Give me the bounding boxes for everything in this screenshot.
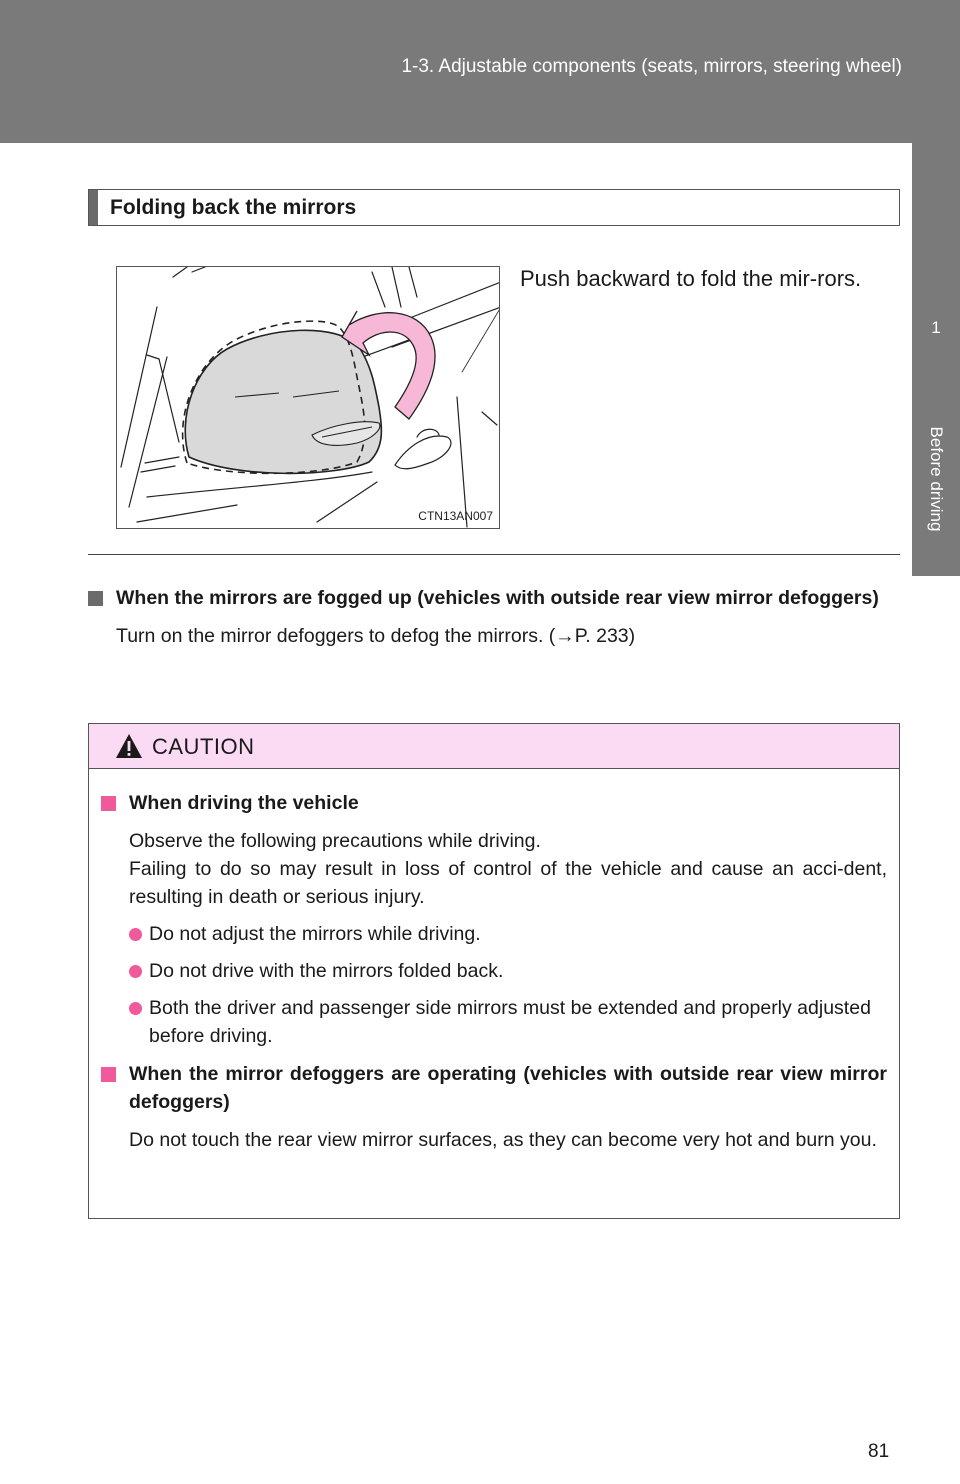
note-heading-text: When the mirrors are fogged up (vehicles with outside rear view mirror defoggers)	[116, 587, 879, 609]
caution-bullet-text: Do not adjust the mirrors while driving.	[149, 923, 481, 945]
caution-heading-defoggers	[101, 1060, 887, 1116]
caution-bullet	[101, 920, 887, 948]
square-bullet-icon	[101, 1067, 116, 1082]
section-marker	[89, 190, 98, 225]
chapter-number: 1	[931, 318, 941, 337]
circle-bullet-icon	[129, 928, 142, 941]
page-header	[0, 0, 960, 143]
mirror-drawing	[117, 267, 500, 529]
caution-text: Do not touch the rear view mirror surfaces, as they can become very hot and burn you.	[129, 1129, 877, 1151]
caution-text: Observe the following precautions while driving.	[129, 830, 541, 852]
section-title: Folding back the mirrors	[110, 196, 357, 219]
section-heading-bar	[88, 189, 900, 226]
caution-bullet	[101, 994, 887, 1050]
note-body: Turn on the mirror defoggers to defog the mirrors. (→P. 233)	[116, 625, 636, 647]
page-number: 81	[868, 1441, 890, 1462]
divider	[88, 554, 900, 555]
square-bullet-icon	[88, 591, 103, 606]
caution-heading-text: When driving the vehicle	[129, 792, 359, 814]
note-defoggers	[88, 584, 900, 650]
side-tab-chapter-number	[912, 143, 960, 382]
caution-bullet	[101, 957, 887, 985]
square-bullet-icon	[101, 796, 116, 811]
caution-heading-text: When the mirror defoggers are operating (vehicles with outside rear view mirror defoggers)	[129, 1063, 887, 1113]
caution-label: CAUTION	[152, 734, 255, 759]
instruction-text: Push backward to fold the mir-rors.	[520, 266, 862, 291]
caution-bullet-text: Do not drive with the mirrors folded back.	[149, 960, 504, 982]
chapter-header-title: 1-3. Adjustable components (seats, mirrors, steering wheel)	[401, 56, 902, 77]
caution-box	[88, 723, 900, 1219]
caution-body	[89, 769, 899, 1154]
circle-bullet-icon	[129, 1002, 142, 1015]
caution-header	[89, 724, 899, 769]
caution-heading-driving	[101, 789, 887, 817]
mirror-fold-illustration	[116, 266, 500, 529]
illustration-code: CTN13AN007	[418, 509, 493, 523]
side-tab-chapter-title	[912, 382, 960, 576]
chapter-title: Before driving	[927, 426, 946, 532]
caution-text: Failing to do so may result in loss of control of the vehicle and cause an acci-dent, resulting in death or serious injury.	[129, 858, 887, 908]
caution-bullet-text: Both the driver and passenger side mirrors must be extended and properly adjusted before driving.	[149, 997, 871, 1047]
warning-triangle-icon	[114, 732, 144, 760]
circle-bullet-icon	[129, 965, 142, 978]
note-heading	[88, 584, 900, 612]
